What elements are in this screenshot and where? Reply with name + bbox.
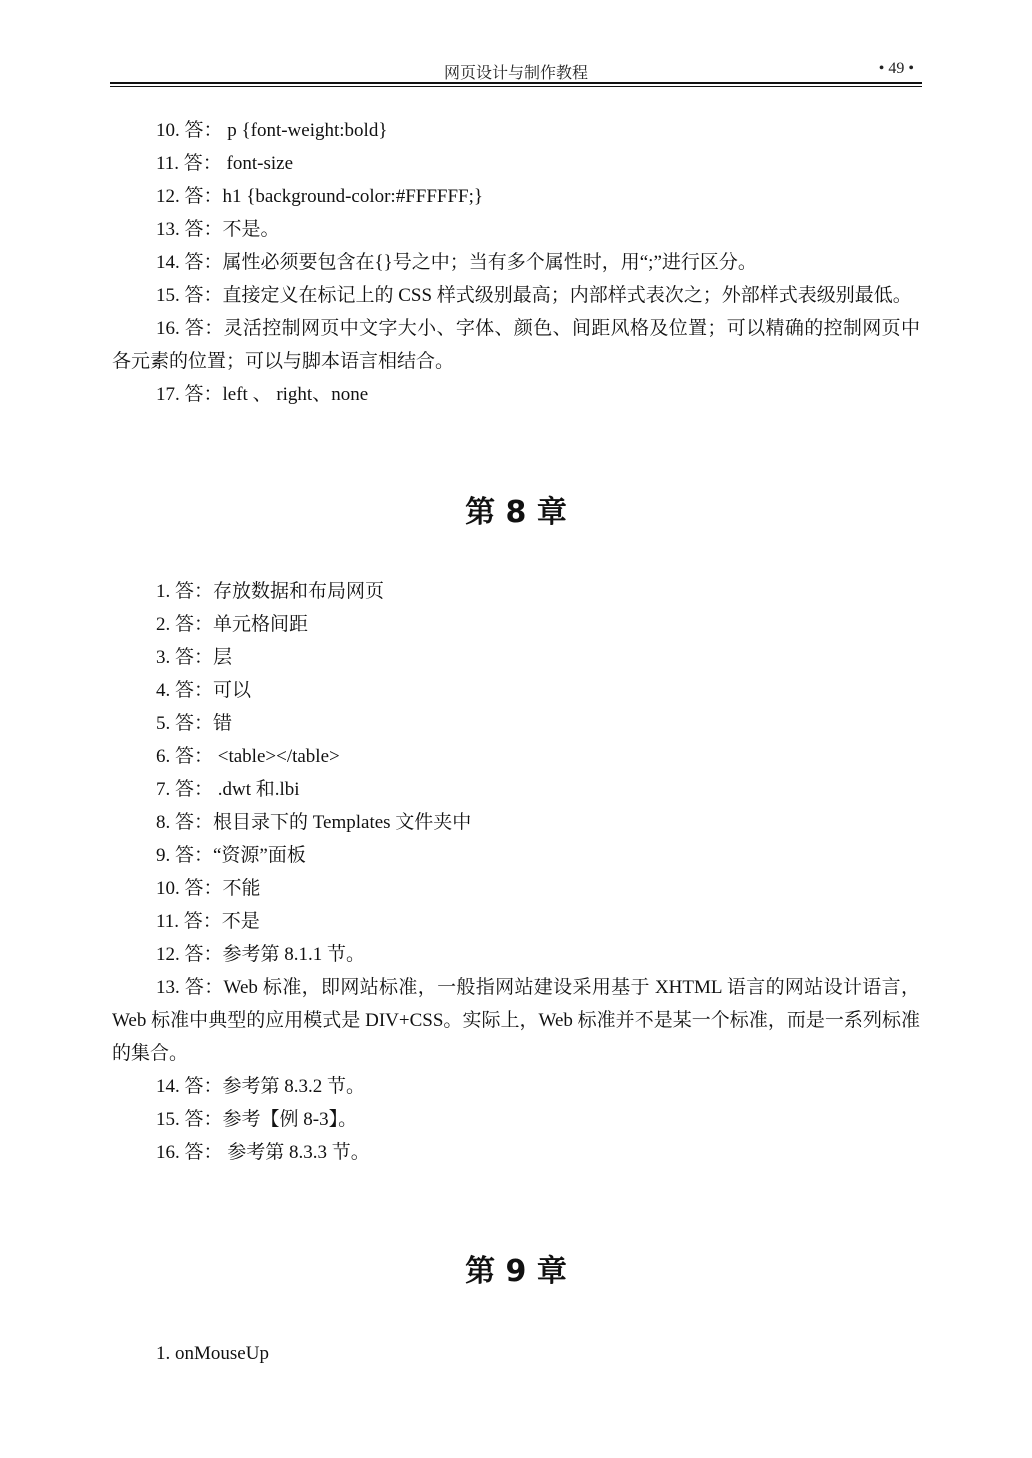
answer-line: 3. 答：层: [156, 647, 233, 668]
header-rule-thin: [110, 86, 922, 87]
answer-line: 6. 答： <table></table>: [156, 746, 340, 767]
answer-line: 13. 答：不是。: [156, 219, 280, 240]
answer-line: 11. 答： font-size: [156, 153, 294, 174]
answer-line: 17. 答：left 、 right、none: [156, 384, 369, 405]
chapter8-answers: [112, 575, 920, 1169]
answer-line: 1. 答：存放数据和布局网页: [156, 581, 385, 602]
answer-paragraph: 15. 答：直接定义在标记上的 CSS 样式级别最高；内部样式表次之；外部样式表级别最低。: [156, 285, 912, 306]
chapter7-answers: [112, 114, 920, 411]
answer-line: 2. 答：单元格间距: [156, 614, 309, 635]
answer-line: 10. 答：不能: [156, 878, 261, 899]
chapter9-answers: [112, 1337, 920, 1370]
answer-line: 10. 答： p {font-weight:bold}: [156, 120, 388, 141]
answer-paragraph: 13. 答：Web 标准，即网站标准，一般指网站建设采用基于 XHTML 语言的网站设计语言，Web 标准中典型的应用模式是 DIV+CSS。实际上，Web 标准并不是某一个标准，而是一系列标准的集合。: [112, 977, 920, 1064]
answer-line: 11. 答：不是: [156, 911, 260, 932]
chapter-heading: 第 9 章: [465, 1254, 567, 1289]
answer-line: 5. 答：错: [156, 713, 233, 734]
answer-line: 12. 答：参考第 8.1.1 节。: [156, 944, 366, 965]
answer-line: 12. 答：h1 {background-color:#FFFFFF;}: [156, 186, 484, 207]
running-title: 网页设计与制作教程: [443, 65, 588, 82]
page-number: • 49 •: [878, 60, 914, 77]
chapter-heading: 第 8 章: [465, 495, 567, 530]
answer-paragraph: 16. 答：灵活控制网页中文字大小、字体、颜色、间距风格及位置；可以精确的控制网页中各元素的位置；可以与脚本语言相结合。: [112, 318, 920, 372]
answer-line: 4. 答：可以: [156, 680, 252, 701]
answer-line: 8. 答：根目录下的 Templates 文件夹中: [156, 812, 472, 833]
answer-line: 1. onMouseUp: [156, 1343, 269, 1364]
answer-line: 15. 答：参考【例 8-3】。: [156, 1109, 358, 1130]
page-header: [110, 58, 922, 82]
answer-line: 14. 答：参考第 8.3.2 节。: [156, 1076, 366, 1097]
answer-line: 14. 答：属性必须要包含在{}号之中；当有多个属性时，用“;”进行区分。: [156, 252, 757, 273]
answer-line: 7. 答： .dwt 和.lbi: [156, 779, 300, 800]
answer-line: 9. 答：“资源”面板: [156, 845, 306, 866]
header-rule-thick: [110, 82, 922, 84]
answer-line: 16. 答： 参考第 8.3.3 节。: [156, 1142, 370, 1163]
